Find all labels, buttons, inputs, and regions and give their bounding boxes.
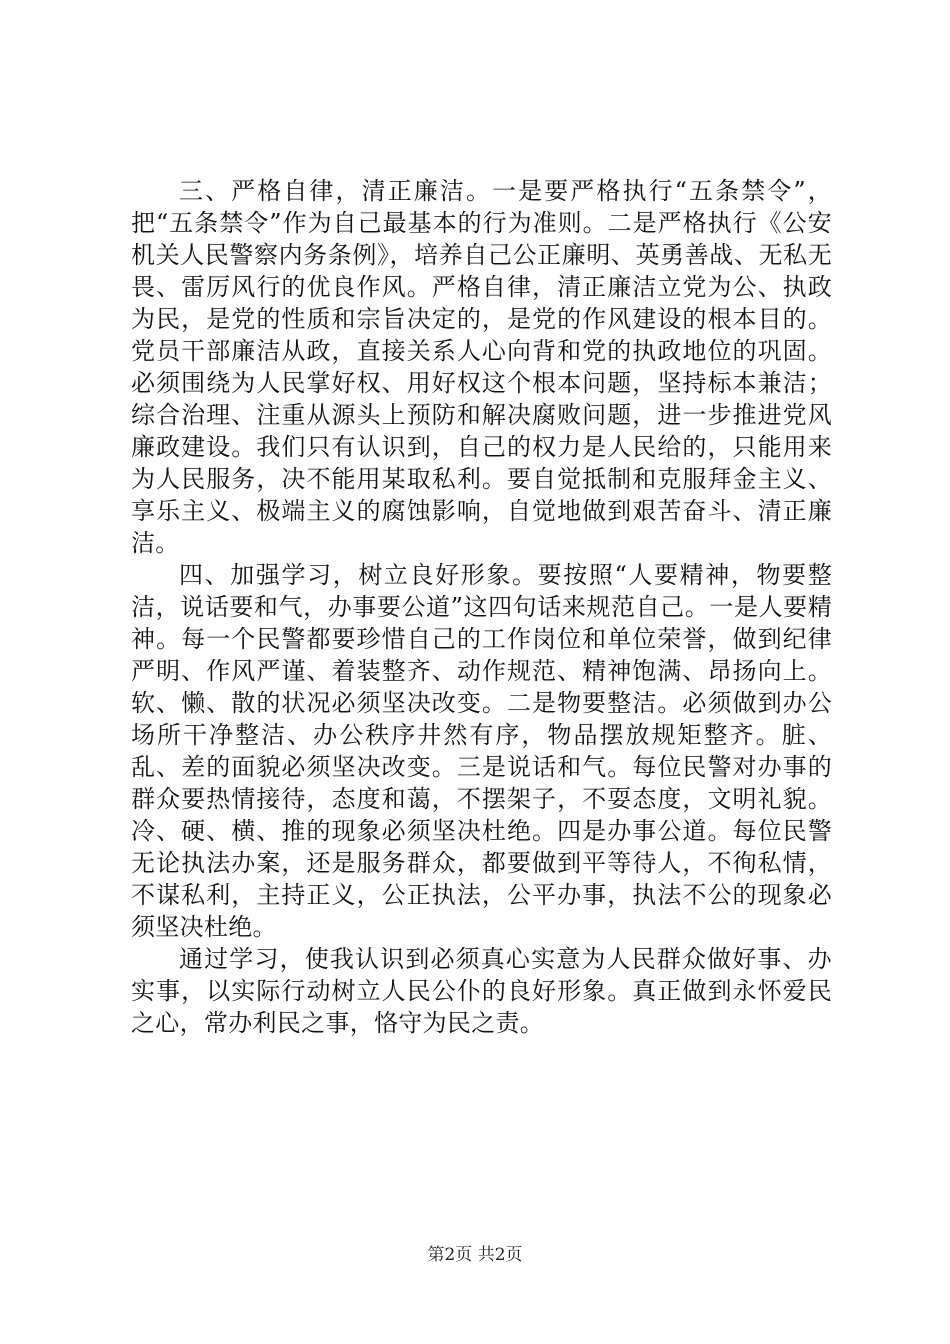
page-number-footer: 第2页 共2页 [427, 1245, 523, 1265]
paragraph-strengthen-learning: 四、加强学习，树立良好形象。要按照“人要精神，物要整洁，说话要和气，办事要公道”这四句话来规范自己。一是人要精神。每一个民警都要珍惜自己的工作岗位和单位荣誉，做到纪律严明、作风严谨、着装整齐、动作规范、精神饱满、昂扬向上。软、懒、散的状况必须坚决改变。二是物要整洁。必须做到办公场所干净整洁、办公秩序井然有序，物品摆放规矩整齐。脏、乱、差的面貌必须坚决改变。三是说话和气。每位民警对办事的群众要热情接待，态度和蔼，不摆架子，不耍态度，文明礼貌。冷、硬、横、推的现象必须坚决杜绝。四是办事公道。每位民警无论执法办案，还是服务群众，都要做到平等待人，不徇私情，不谋私利，主持正义，公正执法，公平办事，执法不公的现象必须坚决杜绝。 [131, 561, 832, 941]
paragraph-conclusion: 通过学习，使我认识到必须真心实意为人民群众做好事、办实事，以实际行动树立人民公仆的良好形象。真正做到永怀爱民之心，常办利民之事，恪守为民之责。 [131, 945, 832, 1037]
paragraph-strict-self-discipline: 三、严格自律，清正廉洁。一是要严格执行“五条禁令”，把“五条禁令”作为自己最基本的行为准则。二是严格执行《公安机关人民警察内务条例》，培养自己公正廉明、英勇善战、无私无畏、雷厉风行的优良作风。严格自律，清正廉洁立党为公、执政为民，是党的性质和宗旨决定的，是党的作风建设的根本目的。党员干部廉洁从政，直接关系人心向背和党的执政地位的巩固。必须围绕为人民掌好权、用好权这个根本问题，坚持标本兼洁；综合治理、注重从源头上预防和解决腐败问题，进一步推进党风廉政建设。我们只有认识到，自己的权力是人民给的，只能用来为人民服务，决不能用某取私利。要自觉抵制和克服拜金主义、享乐主义、极端主义的腐蚀影响，自觉地做到艰苦奋斗、清正廉洁。 [131, 177, 832, 557]
document-body [131, 175, 832, 1039]
